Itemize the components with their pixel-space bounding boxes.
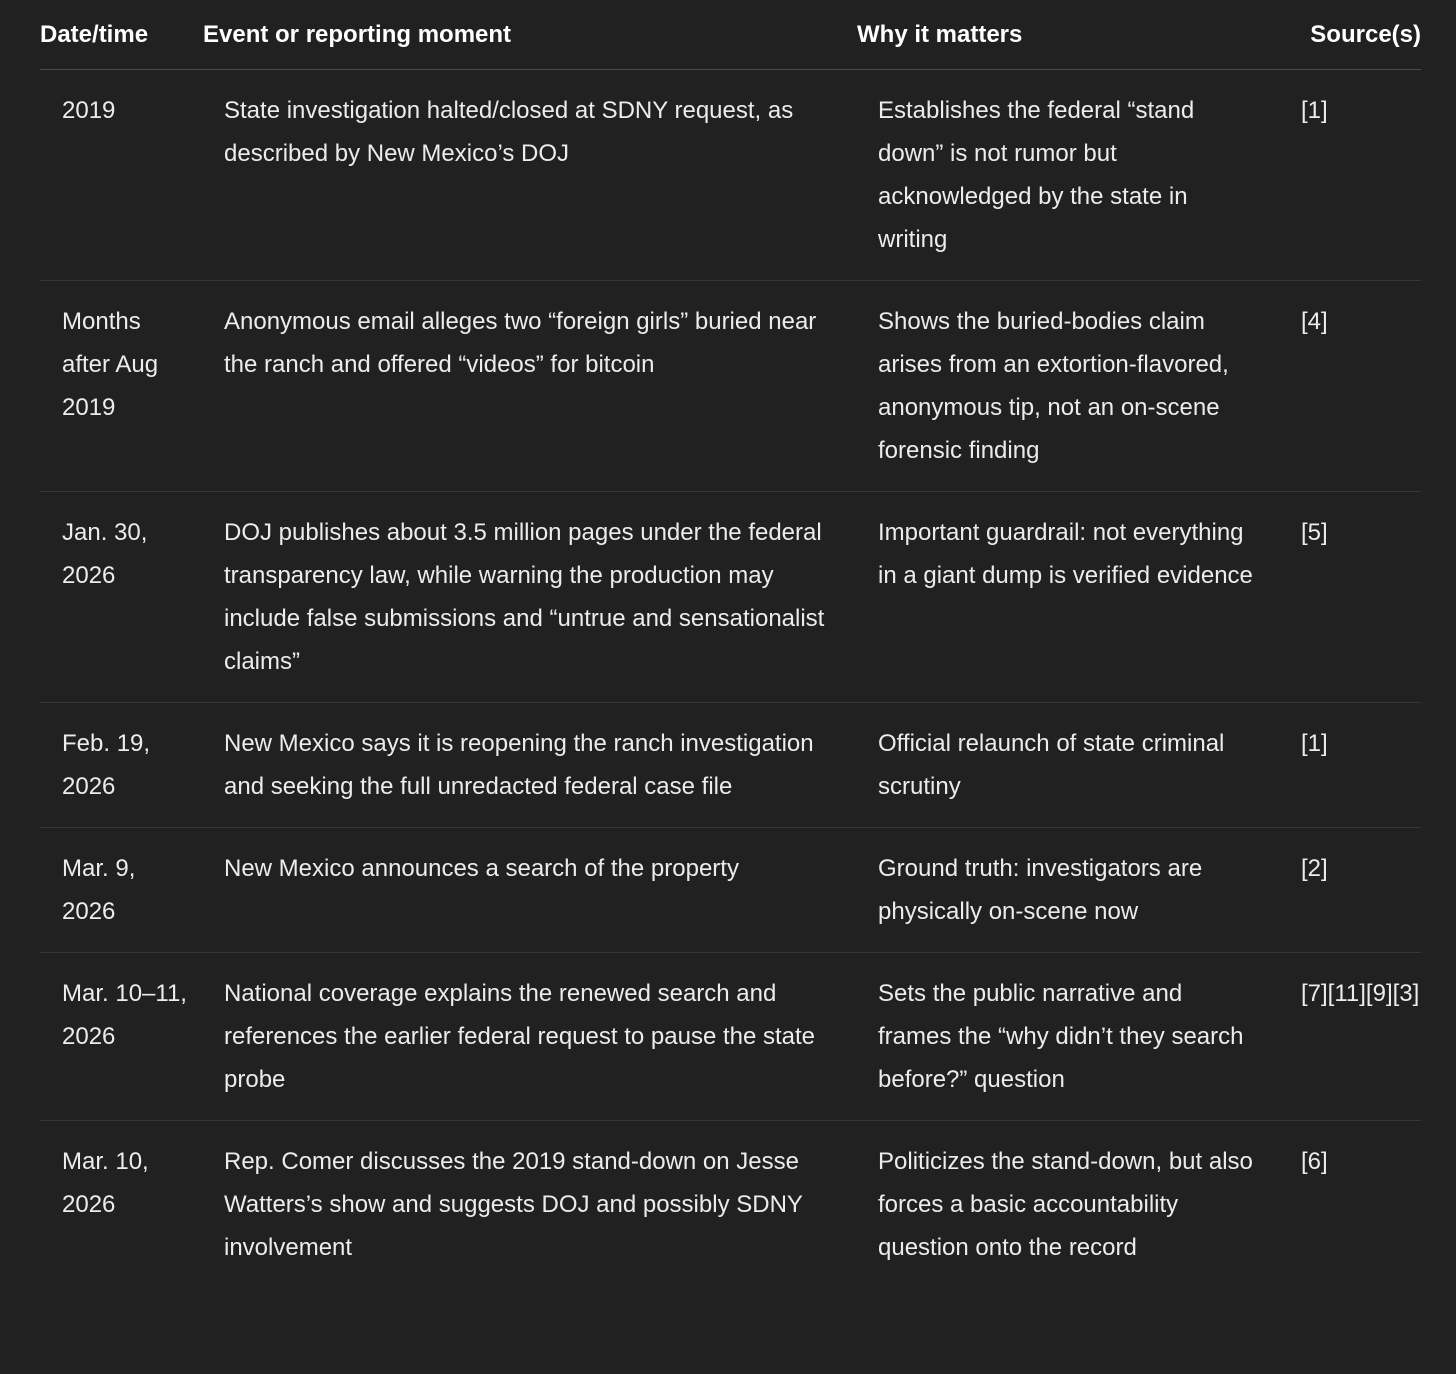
cell-why-it-matters: Politicizes the stand-down, but also forces a basic accountability question onto the record bbox=[878, 1147, 1253, 1261]
table-body bbox=[40, 69, 1421, 1288]
cell-date: 2019 bbox=[62, 96, 116, 124]
cell-sources: [2] bbox=[1301, 854, 1328, 882]
table-row bbox=[40, 491, 1421, 702]
cell-sources: [7][11][9][3] bbox=[1301, 979, 1420, 1007]
cell-why-it-matters: Official relaunch of state criminal scrutiny bbox=[878, 729, 1225, 800]
cell-sources: [5] bbox=[1301, 518, 1328, 546]
cell-why-it-matters: Shows the buried-bodies claim arises from an extortion-flavored, anonymous tip, not an on-scene forensic finding bbox=[878, 307, 1229, 464]
header-row bbox=[40, 0, 1421, 69]
cell-date: Jan. 30, 2026 bbox=[62, 518, 148, 589]
table-header bbox=[40, 0, 1421, 69]
table-row bbox=[40, 280, 1421, 491]
timeline-table-container bbox=[40, 0, 1421, 1288]
cell-event: State investigation halted/closed at SDNY request, as described by New Mexico’s DOJ bbox=[224, 96, 794, 167]
cell-date: Mar. 10–11, 2026 bbox=[62, 979, 187, 1050]
cell-sources: [6] bbox=[1301, 1147, 1328, 1175]
cell-sources: [1] bbox=[1301, 96, 1328, 124]
cell-sources: [4] bbox=[1301, 307, 1328, 335]
cell-date: Feb. 19, 2026 bbox=[62, 729, 151, 800]
cell-why-it-matters: Establishes the federal “stand down” is not rumor but acknowledged by the state in writing bbox=[878, 96, 1195, 253]
cell-event: Anonymous email alleges two “foreign girls” buried near the ranch and offered “videos” for bitcoin bbox=[224, 307, 817, 378]
cell-event: New Mexico announces a search of the property bbox=[224, 854, 739, 882]
column-header-why-it-matters: Why it matters bbox=[857, 0, 1279, 69]
table-row bbox=[40, 827, 1421, 952]
column-header-event: Event or reporting moment bbox=[203, 0, 857, 69]
table-row bbox=[40, 1120, 1421, 1288]
cell-date: Months after Aug 2019 bbox=[62, 307, 159, 421]
cell-event: DOJ publishes about 3.5 million pages under the federal transparency law, while warning the production may include false submissions and “untrue and sensationalist claims” bbox=[224, 518, 825, 675]
column-header-date: Date/time bbox=[40, 0, 203, 69]
table-row bbox=[40, 69, 1421, 280]
cell-event: National coverage explains the renewed search and references the earlier federal request to pause the state probe bbox=[224, 979, 816, 1093]
cell-sources: [1] bbox=[1301, 729, 1328, 757]
cell-event: Rep. Comer discusses the 2019 stand-down on Jesse Watters’s show and suggests DOJ and possibly SDNY involvement bbox=[224, 1147, 803, 1261]
table-row bbox=[40, 702, 1421, 827]
column-header-sources: Source(s) bbox=[1279, 0, 1421, 69]
cell-event: New Mexico says it is reopening the ranch investigation and seeking the full unredacted federal case file bbox=[224, 729, 814, 800]
cell-date: Mar. 9, 2026 bbox=[62, 854, 136, 925]
table-row bbox=[40, 952, 1421, 1120]
cell-why-it-matters: Important guardrail: not everything in a giant dump is verified evidence bbox=[878, 518, 1253, 589]
cell-why-it-matters: Ground truth: investigators are physically on-scene now bbox=[878, 854, 1203, 925]
cell-why-it-matters: Sets the public narrative and frames the “why didn’t they search before?” question bbox=[878, 979, 1244, 1093]
timeline-table bbox=[40, 0, 1421, 1288]
cell-date: Mar. 10, 2026 bbox=[62, 1147, 149, 1218]
